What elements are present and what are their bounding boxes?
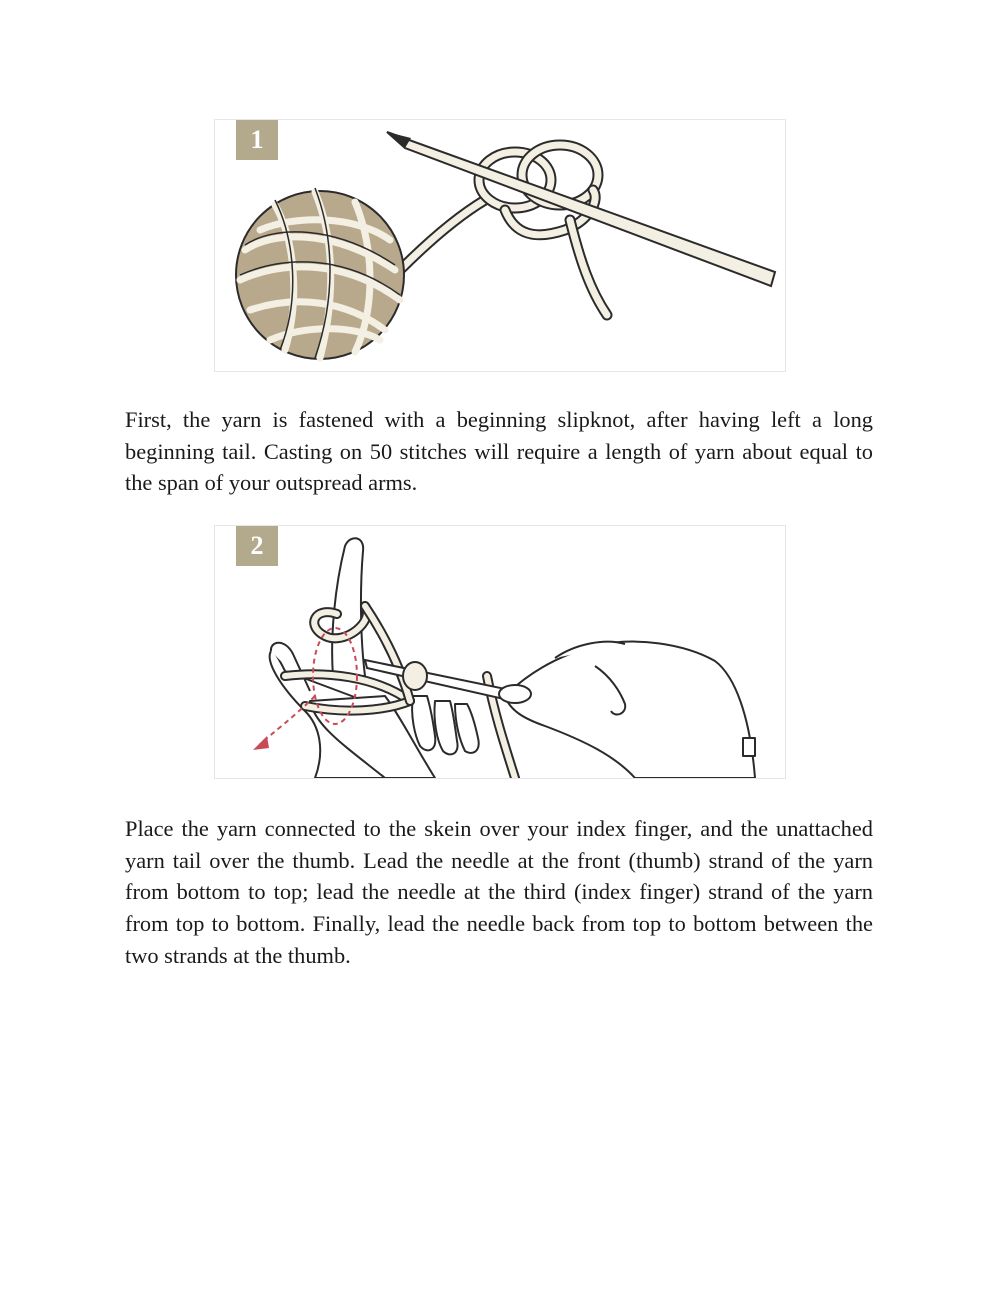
step-1-figure [214,119,786,372]
step-1-instructions: First, the yarn is fastened with a beginning slipknot, after having left a long beginning tail. Casting on 50 stitches will require a length of yarn about equal to the span of your outspread arms. [125,407,873,496]
hand-cast-on-illustration [215,526,785,778]
step-2-instructions: Place the yarn connected to the skein over your index finger, and the unattached yarn tail over the thumb. Lead the needle at the front (thumb) strand of the yarn from bottom to top; lead the needle at the third (index finger) strand of the yarn from top to bottom. Finally, lead the needle back from top to bottom between the two strands at the thumb. [125,816,873,968]
step-2-figure [214,525,786,779]
knitting-needle-icon [365,660,531,703]
arrow-head-icon [253,736,269,750]
step-2-badge: 2 [236,526,278,566]
right-hand-icon [505,642,755,778]
left-hand-icon [270,538,479,778]
yarn-ball-icon [236,188,404,359]
step-1-badge: 1 [236,120,278,160]
yarn-ball-illustration [215,120,785,371]
slipknot-icon [479,145,607,315]
